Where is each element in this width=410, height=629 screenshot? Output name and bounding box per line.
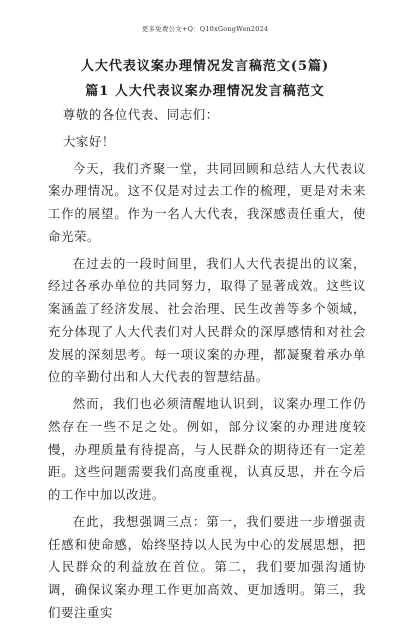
paragraph: 在过去的一段时间里，我们人大代表提出的议案，经过各承办单位的共同努力，取得了显著成效。这些议案涵盖了经济发展、社会治理、民生改善等多个领域，充分体现了人大代表们对人民群众的深厚感情和对社会发展的深刻思考。每一项议案的办理，都凝聚着承办单位的辛勤付出和人大代表的智慧结晶。 <box>48 255 366 385</box>
section-title: 篇1 人大代表议案办理情况发言稿范文 <box>85 84 325 99</box>
paragraph: 然而，我们也必须清醒地认识到，议案办理工作仍然存在一些不足之处。例如，部分议案的办理进度较慢，办理质量有待提高，与人民群众的期待还有一定差距。这些问题需要我们高度重视，认真反思，并在今后的工作中加以改进。 <box>48 396 366 502</box>
paragraph: 今天，我们齐聚一堂，共同回顾和总结人大代表议案办理情况。这不仅是对过去工作的梳理，更是对未来工作的展望。作为一名人大代表，我深感责任重大，使命光荣。 <box>48 160 366 244</box>
document-body <box>48 104 366 629</box>
paragraph: 在此，我想强调三点：第一，我们要进一步增强责任感和使命感，始终坚持以人民为中心的发展思想，把人民群众的利益放在首位。第二，我们要加强沟通协调，确保议案办理工作更加高效、更加透明。第三，我们要注重实 <box>48 513 366 620</box>
header-note: 更多免费公文+Q：Q10xGongWen2024 <box>141 25 269 33</box>
salutation: 尊敬的各位代表、同志们： <box>62 107 219 122</box>
document-title: 人大代表议案办理情况发言稿范文(5篇) <box>80 59 330 74</box>
greeting: 大家好！ <box>62 133 115 149</box>
